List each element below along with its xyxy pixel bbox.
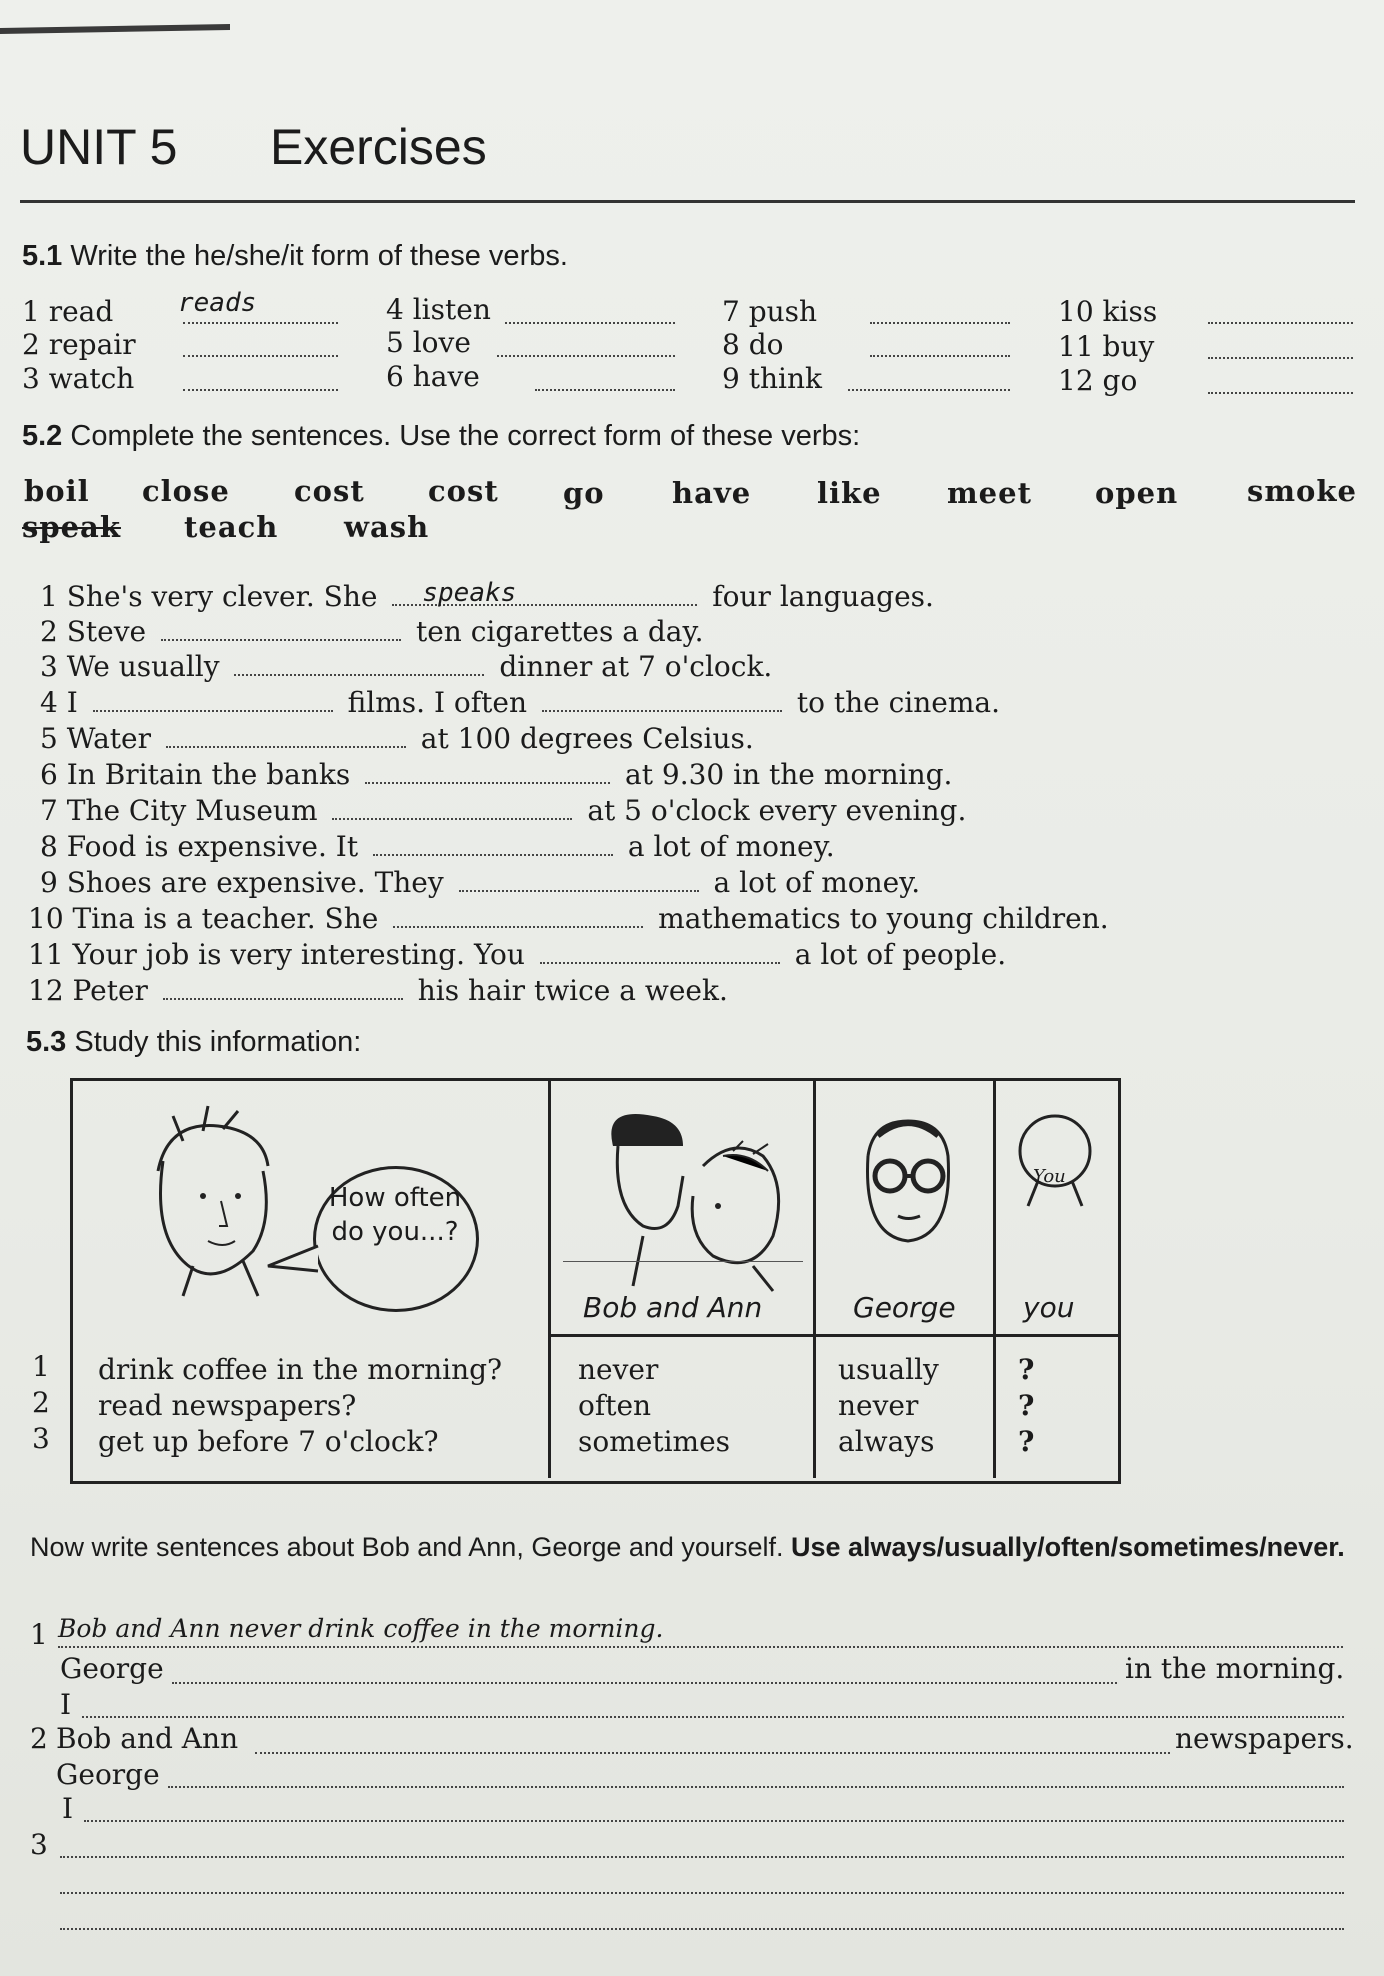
sentence-text: Peter <box>72 974 148 1007</box>
george-answer-3: always <box>838 1425 935 1458</box>
exercise-instruction: Study this information: <box>74 1026 362 1058</box>
line-prefix: I <box>62 1792 74 1825</box>
george-answer-1: usually <box>838 1353 939 1386</box>
couple-kissing-icon <box>573 1096 793 1296</box>
george-face-icon <box>848 1106 968 1256</box>
table-divider <box>548 1334 1118 1337</box>
sentence-number: 4 <box>40 686 58 719</box>
answer-blank[interactable] <box>365 764 610 784</box>
write-instruction <box>30 1532 1345 1563</box>
verb-item: 3 watch <box>22 362 135 395</box>
answer-blank[interactable] <box>332 800 572 820</box>
verb-item: 7 push <box>722 295 818 328</box>
you-circle-label: You <box>1033 1166 1066 1187</box>
sentence-number: 3 <box>40 650 58 683</box>
sentence-number: 12 <box>28 974 64 1007</box>
writing-line[interactable] <box>168 1786 1344 1788</box>
sentence-3 <box>40 650 772 683</box>
verb-item: 10 kiss <box>1058 295 1158 328</box>
sentence-number: 8 <box>40 830 58 863</box>
answer-blank[interactable] <box>373 836 613 856</box>
exercise-5-1-heading <box>22 240 568 273</box>
sentence-12 <box>28 974 728 1007</box>
writing-line[interactable] <box>58 1646 1343 1648</box>
bob-ann-answer-2: often <box>578 1389 652 1422</box>
verb-word: close <box>142 474 230 508</box>
handwritten-answer: speaks <box>422 578 517 608</box>
bubble-text: How often do you...? <box>328 1183 462 1247</box>
line-suffix: in the morning. <box>1125 1652 1345 1685</box>
answer-line[interactable] <box>535 389 675 391</box>
verb-word: like <box>817 476 882 510</box>
answer-blank[interactable] <box>234 656 484 676</box>
information-table <box>70 1078 1121 1484</box>
column-header-you: you <box>1023 1291 1075 1324</box>
illustration-baseline <box>563 1261 803 1262</box>
sentence-text: at 5 o'clock every evening. <box>587 794 967 827</box>
sentence-text: I <box>66 686 78 719</box>
line-prefix: George <box>60 1652 164 1685</box>
verb-item: 5 love <box>386 326 471 359</box>
sentence-11 <box>28 938 1006 971</box>
verb-word: cost <box>428 474 499 508</box>
sentence-text: a lot of money. <box>627 830 835 863</box>
sentence-8 <box>40 830 835 863</box>
sentence-text: Tina is a teacher. She <box>72 902 379 935</box>
sentence-number: 11 <box>28 938 64 971</box>
verb-item: 11 buy <box>1058 330 1155 363</box>
unit-label: UNIT 5 <box>20 119 178 175</box>
sentence-text: at 100 degrees Celsius. <box>420 722 754 755</box>
verb-item: 12 go <box>1058 364 1138 397</box>
sentence-text: four languages. <box>712 580 934 613</box>
verb-word: boil <box>24 474 90 508</box>
line-number: 3 <box>30 1828 48 1861</box>
exercise-instruction: Write the he/she/it form of these verbs. <box>70 240 568 272</box>
verb-word: have <box>672 476 752 510</box>
verb-word: smoke <box>1247 474 1357 508</box>
column-header-bob-ann: Bob and Ann <box>583 1291 763 1324</box>
question-2: read newspapers? <box>98 1389 357 1422</box>
line-prefix: Bob and Ann <box>56 1722 239 1755</box>
answer-blank[interactable] <box>392 578 697 608</box>
sentence-10 <box>28 902 1109 935</box>
line-prefix: George <box>56 1758 160 1791</box>
writing-line[interactable] <box>82 1716 1344 1718</box>
scan-edge-mark <box>0 24 230 34</box>
sentence-5 <box>40 722 754 755</box>
answer-line[interactable] <box>1208 392 1353 394</box>
table-divider <box>993 1081 996 1478</box>
you-face-icon <box>1008 1101 1103 1211</box>
verb-item: 4 listen <box>386 293 491 326</box>
verb-word: wash <box>344 510 430 544</box>
answer-line[interactable] <box>183 389 338 391</box>
exercise-instruction: Complete the sentences. Use the correct form of these verbs: <box>70 420 861 452</box>
sentence-text: Steve <box>66 615 147 648</box>
answer-line[interactable] <box>870 355 1010 357</box>
verb-item: 1 read <box>22 295 114 328</box>
answer-line[interactable] <box>1208 357 1353 359</box>
table-divider <box>813 1081 816 1478</box>
exercise-number: 5.1 <box>22 240 63 272</box>
line-number: 2 <box>30 1722 48 1755</box>
sentence-2 <box>40 615 703 648</box>
answer-blank[interactable] <box>166 728 406 748</box>
verb-word: cost <box>294 474 365 508</box>
answer-blank[interactable] <box>542 692 782 712</box>
line-number: 1 <box>30 1618 48 1651</box>
row-number: 2 <box>32 1386 50 1419</box>
answer-line[interactable] <box>183 322 338 324</box>
writing-line[interactable] <box>60 1856 1344 1858</box>
verb-word: go <box>563 476 605 510</box>
title-rule <box>20 200 1355 203</box>
sentence-text: Food is expensive. It <box>66 830 359 863</box>
answer-line[interactable] <box>1208 322 1353 324</box>
answer-blank[interactable] <box>161 621 401 641</box>
line-suffix: newspapers. <box>1175 1722 1354 1755</box>
table-divider <box>548 1081 551 1478</box>
sentence-number: 5 <box>40 722 58 755</box>
question-3: get up before 7 o'clock? <box>98 1425 439 1458</box>
exercise-number: 5.2 <box>22 420 63 452</box>
sentence-text: Water <box>66 722 151 755</box>
george-answer-2: never <box>838 1389 919 1422</box>
question-1: drink coffee in the morning? <box>98 1353 503 1386</box>
answer-line[interactable] <box>848 389 1010 391</box>
verb-item: 8 do <box>722 328 784 361</box>
unit-heading: Exercises <box>270 119 487 175</box>
sentence-text: We usually <box>66 650 220 683</box>
answer-blank[interactable] <box>540 944 780 964</box>
answer-line[interactable] <box>497 355 675 357</box>
handwritten-answer: reads <box>178 288 257 318</box>
sentence-number: 1 <box>40 580 58 613</box>
exercise-5-3-heading <box>26 1026 361 1059</box>
sentence-number: 10 <box>28 902 64 935</box>
sentence-text: The City Museum <box>66 794 318 827</box>
sentence-text: ten cigarettes a day. <box>415 615 704 648</box>
sentence-number: 2 <box>40 615 58 648</box>
sentence-9 <box>40 866 920 899</box>
writing-line[interactable] <box>60 1928 1344 1930</box>
verb-word: teach <box>184 510 279 544</box>
verb-item: 9 think <box>722 362 822 395</box>
row-number: 3 <box>32 1422 50 1455</box>
sentence-text: a lot of people. <box>794 938 1007 971</box>
exercise-5-2-heading <box>22 420 860 453</box>
line-prefix: I <box>60 1688 72 1721</box>
instruction-text: Now write sentences about Bob and Ann, George and yourself. <box>30 1532 791 1562</box>
writing-line[interactable] <box>172 1682 1117 1684</box>
sentence-number: 6 <box>40 758 58 791</box>
sentence-text: mathematics to young children. <box>658 902 1109 935</box>
writing-line[interactable] <box>255 1752 1170 1754</box>
sentence-1 <box>40 580 934 613</box>
row-number: 1 <box>32 1350 50 1383</box>
sentence-7 <box>40 794 966 827</box>
verb-item: 6 have <box>386 360 480 393</box>
writing-line[interactable] <box>60 1892 1344 1894</box>
sentence-text: a lot of money. <box>713 866 921 899</box>
answer-line[interactable] <box>505 322 675 324</box>
sentence-text: dinner at 7 o'clock. <box>499 650 773 683</box>
sentence-text: his hair twice a week. <box>417 974 728 1007</box>
bob-ann-answer-1: never <box>578 1353 659 1386</box>
bubble-tail-icon <box>263 1241 323 1281</box>
you-answer-1: ? <box>1018 1353 1035 1386</box>
sentence-text: She's very clever. She <box>66 580 378 613</box>
column-header-george: George <box>853 1291 956 1324</box>
instruction-bold: Use always/usually/often/sometimes/never. <box>790 1532 1345 1562</box>
answer-blank[interactable] <box>393 908 643 928</box>
verb-word-crossed: speak <box>22 510 121 544</box>
verb-item: 2 repair <box>22 328 136 361</box>
answer-blank[interactable] <box>459 872 699 892</box>
bob-ann-answer-3: sometimes <box>578 1425 731 1458</box>
exercise-number: 5.3 <box>26 1026 67 1058</box>
sentence-4 <box>40 686 1000 719</box>
unit-title <box>20 118 487 176</box>
sentence-text: Shoes are expensive. They <box>66 866 444 899</box>
sentence-text: Your job is very interesting. You <box>72 938 525 971</box>
sentence-number: 7 <box>40 794 58 827</box>
example-sentence: Bob and Ann never drink coffee in the morning. <box>58 1614 664 1643</box>
writing-line[interactable] <box>84 1820 1344 1822</box>
you-answer-3: ? <box>1018 1425 1035 1458</box>
sentence-6 <box>40 758 952 791</box>
sentence-text: films. I often <box>347 686 527 719</box>
sentence-text: to the cinema. <box>796 686 1000 719</box>
verb-word: meet <box>947 476 1032 510</box>
sentence-number: 9 <box>40 866 58 899</box>
you-answer-2: ? <box>1018 1389 1035 1422</box>
answer-line[interactable] <box>183 355 338 357</box>
answer-line[interactable] <box>870 322 1010 324</box>
sentence-text: at 9.30 in the morning. <box>625 758 953 791</box>
sentence-text: In Britain the banks <box>66 758 351 791</box>
verb-word: open <box>1095 476 1179 510</box>
answer-blank[interactable] <box>163 980 403 1000</box>
answer-blank[interactable] <box>93 692 333 712</box>
